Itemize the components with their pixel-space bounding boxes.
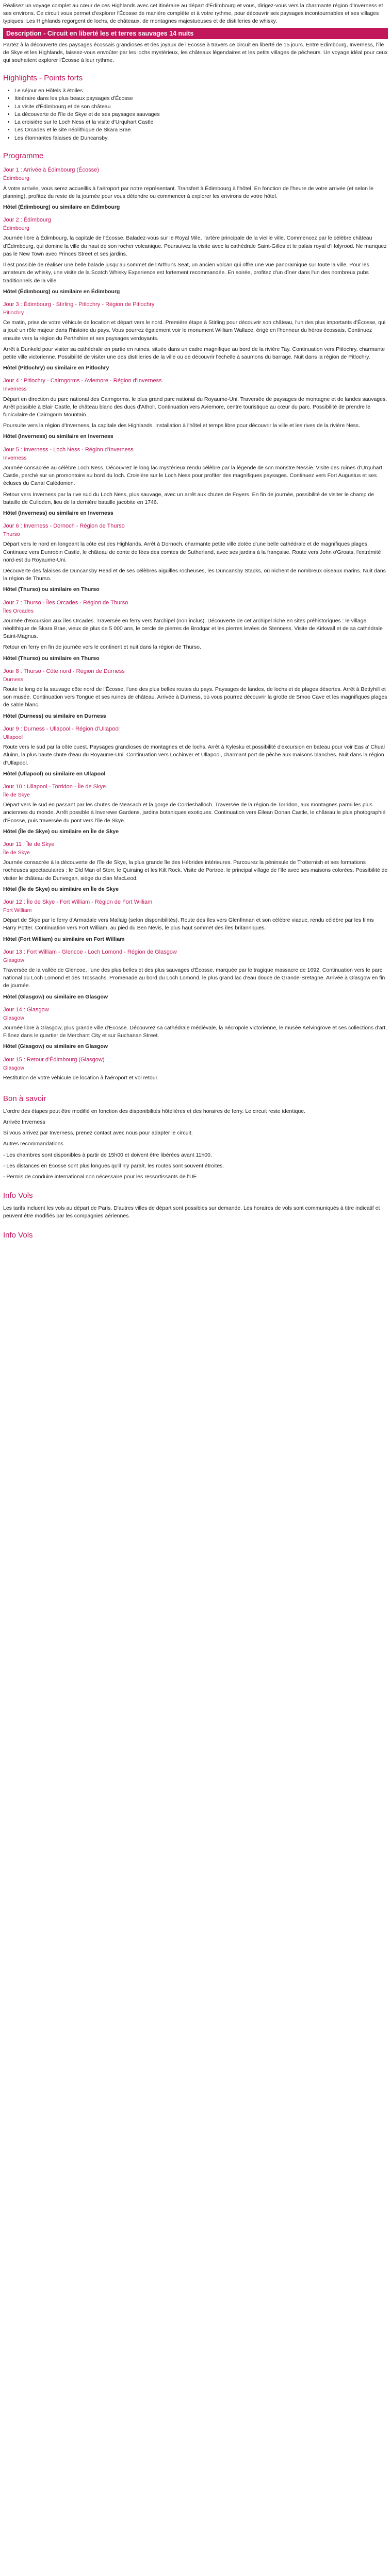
- day-title: Jour 14 : Glasgow: [3, 1006, 49, 1013]
- highlight-item: • Les étonnantes falaises de Duncansby: [14, 134, 388, 142]
- day-paragraph: Journée libre à Édimbourg, la capitale de l'Écosse. Baladez-vous sur le Royal Mile, l'artère principale de la vieille ville. Commencez par le célèbre château d'Édimbourg, qui domine la ville du haut de son rocher volcanique. Poursuivez la visite avec la cathédrale Saint-Gilles et le palais royal d'Holyrood. Ne manquez pas le New Town avec Princes Street et ses jardins.: [3, 235, 387, 257]
- info-vols-title: Info Vols: [3, 1191, 33, 1200]
- day-block: [3, 948, 388, 1001]
- good-to-know-item: - Permis de conduire international non nécessaire pour les ressortissants de l'UE.: [3, 1174, 199, 1180]
- day-block: [3, 166, 388, 211]
- day-location: Ullapool: [3, 734, 23, 740]
- day-paragraph: Départ vers le nord en longeant la côte est des Highlands. Arrêt à Dornoch, charmante petite ville dotée d'une belle cathédrale et de magnifiques plages. Continuez vers Dunrobin Castle, le château de conte de fées des comtes de Sutherland, avec ses jardins à la française. Route vers John o'Groats, l'extrémité nord-est du Royaume-Uni.: [3, 541, 381, 563]
- day-block: [3, 377, 388, 440]
- good-to-know-title: Bon à savoir: [3, 1094, 46, 1104]
- day-paragraph: Traversée de la vallée de Glencoe, l'une des plus belles et des plus sauvages d'Écosse, marquée par le tragique massacre de 1692. Continuation vers le parc national du Loch Lomond et des Trossachs. Promenade au bord du Loch Lomond, le plus grand lac d'eau douce de Grande-Bretagne. Arrivée à Glasgow en fin de journée.: [3, 967, 385, 989]
- day-title: Jour 1 : Arrivée à Édimbourg (Écosse): [3, 167, 99, 174]
- day-block: [3, 1006, 388, 1051]
- day-location: Thurso: [3, 531, 20, 538]
- day-title: Jour 8 : Thurso - Côte nord - Région de Durness: [3, 668, 125, 674]
- day-title: Jour 7 : Thurso - Îles Orcades - Région de Thurso: [3, 599, 128, 606]
- day-paragraph: Route vers le sud par la côte ouest. Paysages grandioses de montagnes et de lochs. Arrêt à Kylesku et possibilité d'excursion en bateau pour voir Eas a' Chual Aluinn, la plus haute chute d'eau du Royaume-Uni. Continuation vers Lochinver et Ullapool, charmant port de pêche aux maisons blanches. Nuit dans la région d'Ullapool.: [3, 744, 385, 766]
- day-hotel: Hôtel (Édimbourg) ou similaire en Édimbourg: [3, 288, 120, 295]
- day-location: Durness: [3, 676, 24, 683]
- highlight-item: • La visite d'Édimbourg et de son château: [14, 103, 388, 111]
- day-block: [3, 599, 388, 663]
- program-days: [3, 166, 388, 1082]
- day-location: Édimbourg: [3, 225, 29, 232]
- day-block: [3, 783, 388, 836]
- day-title: Jour 2 : Édimbourg: [3, 217, 51, 224]
- day-paragraph: Départ vers le sud en passant par les chutes de Measach et la gorge de Corrieshalloch. Traversée de la région de Torridon, aux montagnes parmi les plus anciennes du monde. Arrêt possible à Inverewe Gardens, jardins botaniques exotiques. Continuation vers Eilean Donan Castle, le château le plus photographié d'Écosse, puis traversée du pont vers l'île de Skye.: [3, 802, 386, 824]
- program-title: Programme: [3, 151, 44, 160]
- day-title: Jour 5 : Inverness - Loch Ness - Région d'Inverness: [3, 446, 134, 453]
- day-hotel: Hôtel (Inverness) ou similaire en Inverness: [3, 433, 113, 440]
- day-paragraph: Retour vers Inverness par la rive sud du Loch Ness, plus sauvage, avec un arrêt aux chutes de Foyers. En fin de journée, possibilité de visiter le champ de bataille de Culloden, lieu de la dernière bataille jacobite en 1746.: [3, 491, 374, 505]
- highlights-title: Highlights - Points forts: [3, 74, 83, 83]
- day-title: Jour 11 : Île de Skye: [3, 841, 55, 848]
- good-to-know-item: Arrivée Inverness: [3, 1119, 45, 1125]
- good-to-know-item: Si vous arrivez par Inverness, prenez contact avec nous pour adapter le circuit.: [3, 1130, 193, 1137]
- day-location: Édimbourg: [3, 175, 29, 182]
- day-hotel: Hôtel (Thurso) ou similaire en Thurso: [3, 586, 100, 593]
- day-hotel: Hôtel (Île de Skye) ou similaire en Île de Skye: [3, 828, 119, 835]
- day-paragraph: Ce matin, prise de votre véhicule de location et départ vers le nord. Première étape à Stirling pour découvrir son château, l'un des plus importants d'Écosse, qui a joué un rôle majeur dans l'histoire du pays. Vous pourrez également voir le monument William Wallace, érigé en l'honneur du héros écossais. Continuez ensuite vers la région du Perthshire et ses paysages verdoyants.: [3, 319, 386, 342]
- day-location: Fort William: [3, 907, 32, 913]
- day-block: [3, 668, 388, 720]
- day-hotel: Hôtel (Thurso) ou similaire en Thurso: [3, 655, 100, 662]
- day-hotel: Hôtel (Ullapool) ou similaire en Ullapool: [3, 770, 106, 777]
- day-title: Jour 6 : Inverness - Dornoch - Région de Thurso: [3, 523, 125, 530]
- day-hotel: Hôtel (Glasgow) ou similaire en Glasgow: [3, 993, 108, 1000]
- good-to-know-item: - Les distances en Écosse sont plus longues qu'il n'y paraît, les routes sont souvent étroites.: [3, 1162, 224, 1169]
- day-block: [3, 899, 388, 943]
- day-paragraph: Il est possible de réaliser une belle balade jusqu'au sommet de l'Arthur's Seat, un ancien volcan qui offre une vue panoramique sur toute la ville. Pour les amateurs de whisky, une visite de la Scotch Whisky Experience est fortement recommandée. En soirée, profitez d'un dîner dans l'un des nombreux pubs traditionnels de la ville.: [3, 262, 369, 284]
- day-paragraph: Journée consacrée à la découverte de l'île de Skye, la plus grande île des Hébrides intérieures. Parcourez la péninsule de Trotternish et ses formations rocheuses spectaculaires : le Old Man of Storr, le Quiraing et les Kilt Rock. Visite de Portree, le principal village de l'île avec ses maisons colorées. Possibilité de visiter le château de Dunvegan, siège du clan MacLeod.: [3, 859, 388, 882]
- day-block: [3, 1056, 388, 1082]
- day-paragraph: Journée consacrée au célèbre Loch Ness. Découvrez le long lac mystérieux rendu célèbre par la légende de son monstre Nessie. Visite des ruines d'Urquhart Castle, perché sur un promontoire au bord du loch. Croisière sur le Loch Ness pour profiter des magnifiques paysages. Continuez vers Fort Augustus et ses écluses du Canal Calédonien.: [3, 464, 382, 487]
- day-block: [3, 216, 388, 296]
- day-paragraph: Poursuite vers la région d'Inverness, la capitale des Highlands. Installation à l'hôtel et temps libre pour découvrir la ville et les rives de la rivière Ness.: [3, 422, 361, 429]
- day-block: [3, 522, 388, 594]
- day-paragraph: Journée libre à Glasgow, plus grande ville d'Écosse. Découvrez sa cathédrale médiévale, la nécropole victorienne, le musée Kelvingrove et ses collections d'art. Flânez dans le quartier de Merchant City et sur Buchanan Street.: [3, 1025, 387, 1039]
- description-text: Partez à la découverte des paysages écossais grandioses et des joyaux de l'Écosse à travers ce circuit en liberté de 15 jours. Entre Édimbourg, Inverness, l'île de Skye et les Highlands, laissez-vous envoûter par les lochs mystérieux, les châteaux légendaires et les petits villages de pêcheurs. Un voyage idéal pour ceux qui souhaitent explorer l'Écosse à leur rythme.: [3, 41, 388, 64]
- highlight-item: • Le séjour en Hôtels 3 étoiles: [14, 87, 388, 95]
- highlight-item: • Les Orcades et le site néolithique de Skara Brae: [14, 126, 388, 134]
- day-hotel: Hôtel (Fort William) ou similaire en Fort William: [3, 936, 125, 942]
- description-band: Description - Circuit en liberté les et terres sauvages 14 nuits: [3, 28, 388, 39]
- day-title: Jour 9 : Durness - Ullapool - Région d'Ullapool: [3, 725, 120, 732]
- highlight-item: • Itinéraire dans les plus beaux paysages d'Écosse: [14, 95, 388, 103]
- day-location: Îles Orcades: [3, 607, 34, 614]
- day-paragraph: Départ en direction du parc national des Cairngorms, le plus grand parc national du Royaume-Uni. Traversée de paysages de montagne et de landes sauvages. Arrêt possible à Blair Castle, le château blanc des ducs d'Atholl. Continuation vers Aviemore, centre touristique au cœur du parc. Possibilité de prendre le funiculaire de Cairngorm Mountain.: [3, 396, 387, 418]
- highlight-item: • La croisière sur le Loch Ness et la visite d'Urquhart Castle: [14, 118, 388, 126]
- good-to-know-list: [3, 1108, 388, 1181]
- day-title: Jour 4 : Pitlochry - Cairngorms - Aviemore - Région d'Inverness: [3, 378, 162, 384]
- day-hotel: Hôtel (Édimbourg) ou similaire en Édimbourg: [3, 204, 120, 211]
- day-hotel: Hôtel (Inverness) ou similaire en Inverness: [3, 510, 113, 516]
- day-location: Île de Skye: [3, 791, 30, 798]
- day-location: Inverness: [3, 386, 27, 393]
- day-paragraph: Route le long de la sauvage côte nord de l'Écosse, l'une des plus belles routes du pays. Paysages de landes, de lochs et de plages désertes. Arrêt à Bettyhill et son musée. Continuation vers Tongue et ses ruines de château. Arrivée à Durness, où vous pourrez découvrir la grotte de Smoo Cave et les magnifiques plages de sable blanc.: [3, 686, 387, 708]
- day-location: Glasgow: [3, 1064, 24, 1071]
- intro-text: Réalisez un voyage complet au cœur de ces Highlands avec cet itinéraire au départ d'Édimbourg et vous, dirigez-vous vers la charmante région d'Inverness et ses environs. Ce circuit vous permet d'explorer l'Écosse de manière complète et à votre rythme, pour découvrir ses paysages incontournables et ses villages typiques. Les Highlands regorgent de lochs, de châteaux, de montagnes majestueuses et de distilleries de whisky.: [3, 3, 383, 25]
- day-block: [3, 841, 388, 893]
- page: [0, 2, 391, 1241]
- day-location: Île de Skye: [3, 849, 30, 856]
- day-paragraph: Journée d'excursion aux îles Orcades. Traversée en ferry vers l'archipel (non inclus). Découverte de cet archipel riche en sites préhistoriques : le village néolithique de Skara Brae, vieux de plus de 5 000 ans, le cercle de pierres de Brodgar et les pierres levées de Stenness. Visite de Kirkwall et de sa cathédrale Saint-Magnus.: [3, 617, 383, 640]
- day-title: Jour 12 : Île de Skye - Fort William - Région de Fort William: [3, 899, 153, 905]
- info-vols-text: Les tarifs incluent les vols au départ de Paris. D'autres villes de départ sont possibles sur demande. Les horaires de vols sont communiqués à titre indicatif et peuvent être modifiés par les compagnies aériennes.: [3, 1205, 380, 1219]
- highlights-list: [3, 87, 388, 142]
- day-title: Jour 10 : Ullapool - Torridon - Île de Skye: [3, 783, 106, 790]
- day-hotel: Hôtel (Île de Skye) ou similaire en Île de Skye: [3, 886, 119, 892]
- day-paragraph: Retour en ferry en fin de journée vers le continent et nuit dans la région de Thurso.: [3, 644, 201, 651]
- day-title: Jour 3 : Édimbourg - Stirling - Pitlochry - Région de Pitlochry: [3, 301, 155, 308]
- good-to-know-item: L'ordre des étapes peut être modifié en fonction des disponibilités hôtelières et des horaires de ferry. Le circuit reste identique.: [3, 1108, 306, 1114]
- day-title: Jour 13 : Fort William - Glencoe - Loch Lomond - Région de Glasgow: [3, 948, 177, 955]
- day-location: Glasgow: [3, 1014, 24, 1021]
- day-location: Inverness: [3, 454, 27, 461]
- good-to-know-item: Autres recommandations: [3, 1141, 63, 1147]
- day-hotel: Hôtel (Pitlochry) ou similaire en Pitlochry: [3, 365, 109, 371]
- day-paragraph: Découverte des falaises de Duncansby Head et de ses célèbres aiguilles rocheuses, les Duncansby Stacks, où nichent de nombreux oiseaux marins. Nuit dans la région de Thurso.: [3, 567, 386, 582]
- day-paragraph: À votre arrivée, vous serez accueillis à l'aéroport par notre représentant. Transfert à Édimbourg à l'hôtel. En fonction de l'heure de votre arrivée (et selon le planning), profitez du reste de la journée pour vous détendre ou commencer à explorer les environs de votre hôtel.: [3, 185, 374, 199]
- day-hotel: Hôtel (Glasgow) ou similaire en Glasgow: [3, 1043, 108, 1050]
- day-paragraph: Départ de Skye par le ferry d'Armadale vers Mallaig (selon disponibilités). Route des îles vers Glenfinnan et son célèbre viaduc, rendu célèbre par les films Harry Potter. Continuation vers Fort William, au pied du Ben Nevis, le plus haut sommet des îles britanniques.: [3, 917, 374, 931]
- highlight-item: • La découverte de l'île de Skye et de ses paysages sauvages: [14, 111, 388, 118]
- day-hotel: Hôtel (Durness) ou similaire en Durness: [3, 713, 106, 719]
- day-paragraph: Arrêt à Dunkeld pour visiter sa cathédrale en partie en ruines, située dans un cadre magnifique au bord de la rivière Tay. Continuation vers Pitlochry, charmante petite ville victorienne. Possibilité de visiter une des distilleries de la ville ou de découvrir l'échelle à saumons du barrage. Nuit dans la région de Pitlochry.: [3, 346, 385, 360]
- good-to-know-item: - Les chambres sont disponibles à partir de 15h00 et doivent être libérées avant 11h00.: [3, 1151, 212, 1158]
- day-location: Pitlochry: [3, 309, 24, 316]
- day-block: [3, 725, 388, 778]
- day-paragraph: Restitution de votre véhicule de location à l'aéroport et vol retour.: [3, 1074, 159, 1081]
- day-title: Jour 15 : Retour d'Édimbourg (Glasgow): [3, 1056, 105, 1063]
- day-block: [3, 446, 388, 517]
- day-location: Glasgow: [3, 957, 24, 963]
- info-vols-title-2: Info Vols: [3, 1230, 33, 1240]
- day-block: [3, 301, 388, 372]
